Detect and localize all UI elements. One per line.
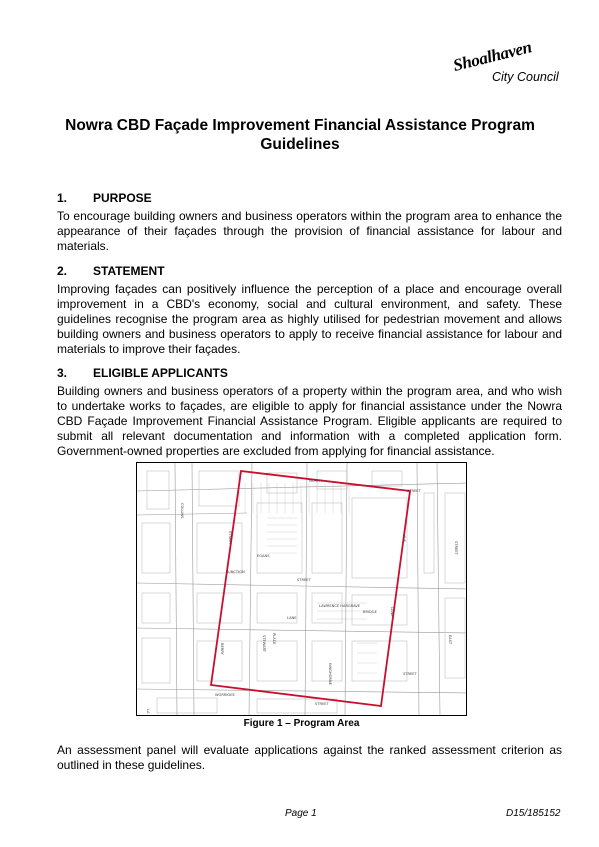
- label-street-ne: STREET: [407, 489, 421, 493]
- label-street-e2: STREET: [454, 541, 458, 555]
- label-kinghorne: KINGHORNE: [328, 663, 332, 685]
- label-berry: BERRY: [220, 643, 224, 655]
- council-logo: [451, 37, 564, 90]
- logo-subtitle: City Council: [492, 70, 559, 84]
- section-text-statement: Improving façades can positively influence the perception of a place and encourage overall improvement in a CBD's economy, social and cultural environment, and safety. These guidelines recognise the program area as highly utilised for pedestrian movement and allows building owners and business operators to apply to receive financial assistance for labour and materials to improve their façades.: [57, 282, 562, 356]
- logo-script: Shoalhaven: [451, 37, 534, 76]
- map-parcels: [142, 471, 465, 713]
- document-title: Nowra CBD Façade Improvement Financial Assistance Program Guidelines: [65, 117, 535, 153]
- closing-text: An assessment panel will evaluate applications against the ranked assessment criterion as outlined in these guidelines.: [57, 743, 562, 772]
- section-heading-statement: 2. STATEMENT: [57, 264, 165, 278]
- label-stewart: STEWART: [262, 635, 266, 652]
- label-street-s: STREET: [315, 702, 329, 706]
- label-lane-n: LANE: [390, 607, 394, 617]
- program-area-boundary: [211, 471, 410, 706]
- label-bridge: BRIDGE: [363, 610, 377, 614]
- label-lawrence-hargrave: LAWRENCE HARGRAVE: [319, 604, 361, 608]
- label-street-e: STREET: [403, 672, 417, 676]
- figure-caption: Figure 1 – Program Area: [243, 718, 360, 729]
- section-text-eligible: Building owners and business operators of a property within the program area, and who wish to undertake works to façades, are eligible to apply for financial assistance under the Nowra CBD Façade Improvement Financial Assistance Program. Eligible applicants are required to submit all relevant documentation and information with a completed application form. Government-owned properties are excluded from applying for financial assistance.: [57, 384, 562, 458]
- label-north: NORTH: [309, 479, 322, 483]
- label-place: PLACE: [272, 633, 276, 645]
- label-ave: AVE: [402, 535, 406, 542]
- document-reference: D15/185152: [506, 808, 561, 819]
- label-street-mid: STREET: [297, 578, 311, 582]
- map-streets: [137, 463, 467, 716]
- label-east: EAST: [448, 635, 452, 645]
- label-junction: JUNCTION: [227, 570, 245, 574]
- section-heading-purpose: 1. PURPOSE: [57, 191, 152, 205]
- label-worrigee: WORRIGEE: [215, 693, 235, 697]
- program-area-map: [136, 462, 467, 716]
- section-text-purpose: To encourage building owners and business operators within the program area to enhance the appearance of their façades through the provision of financial assistance for labour and materials.: [57, 209, 562, 253]
- label-egans: EGANS: [257, 554, 270, 558]
- label-lane-mid: LANE: [287, 616, 297, 620]
- label-la: LA: [146, 709, 150, 714]
- label-street-w: STREET: [228, 531, 232, 545]
- page-number: Page 1: [285, 808, 317, 819]
- label-collins: COLLINS: [180, 503, 184, 519]
- section-heading-eligible: 3. ELIGIBLE APPLICANTS: [57, 366, 228, 380]
